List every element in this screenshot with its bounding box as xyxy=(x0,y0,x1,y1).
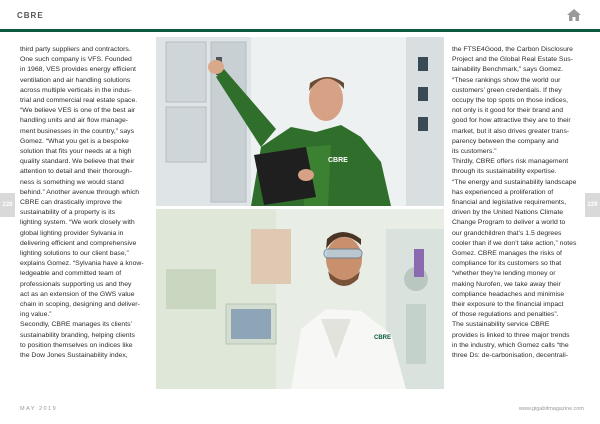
coat-logo-text: CBRE xyxy=(374,335,392,341)
photo-scientist-in-lab xyxy=(156,209,444,389)
article-column-right: the FTSE4Good, the Carbon Disclosure Project and the Global Real Estate Sus- tainability Benchmark,” says Gomez. “These rankings show the world our customers’ green credentials. If they occupy the top spots on those indices, not only is it good for their brand and good for how attractive they are to their market, but it also drives greater trans- parency between the company and its customers.” Thirdly, CBRE offers risk management through its sustainability expertise. “The energy and sustainability landscape has experienced a proliferation of financial and legislative requirements, driven by the United Nations Climate Change Program to deliver a world to our grandchildren that’s 1.5 degrees cooler than if we don’t take action,” notes Gomez. CBRE manages the risks of compliance for its customers so that “whether they’re lending money or making Nurofen, we take away their compliance headaches and minimise their exposure to the financial impact of those regulations and penalties”. The sustainability service CBRE provides is linked to three major trends in the industry, which Gomez calls “the three Ds: de-carbonisation, decentrali- xyxy=(452,46,577,360)
photo-technician-at-electrical-panel xyxy=(156,37,444,206)
website-link[interactable]: www.gigabitmagazine.com xyxy=(518,406,584,412)
issue-date: MAY 2019 xyxy=(20,406,58,412)
header-divider xyxy=(0,29,600,32)
article-column-left: third party suppliers and contractors. One such company is VFS. Founded in 1968, VES provides energy efficient ventilation and air handling solutions across multiple verticals in the indus- trial and commercial real estate space. “We believe VES is one of the best air handling units and air flow manage- ment businesses in the country,” says Gomez. “What you get is a bespoke solution that fits your needs at a high quality standard. We believe that their attention to detail and their thorough- ness is something we would stand behind.” Another avenue through which CBRE can drastically improve the sustainability of a property is its lighting system. “We work closely with global lighting provider Sylvania in delivering efficient and comprehensive lighting solutions to our client base,” explains Gomez. “Sylvania have a know- ledgeable and committed team of professionals supporting us and they act as an extension of the GWS value chain in scoping, designing and deliver- ing value.” Secondly, CBRE manages its clients’ sustainability branding, helping clients to position themselves on indices like the Dow Jones Sustainability index, xyxy=(20,46,144,360)
jacket-logo-text: CBRE xyxy=(328,157,348,164)
page-number-left: 228 xyxy=(0,193,15,217)
page-number-right: 229 xyxy=(585,193,600,217)
magazine-section-label: CBRE xyxy=(17,11,44,20)
home-icon[interactable] xyxy=(566,8,582,22)
